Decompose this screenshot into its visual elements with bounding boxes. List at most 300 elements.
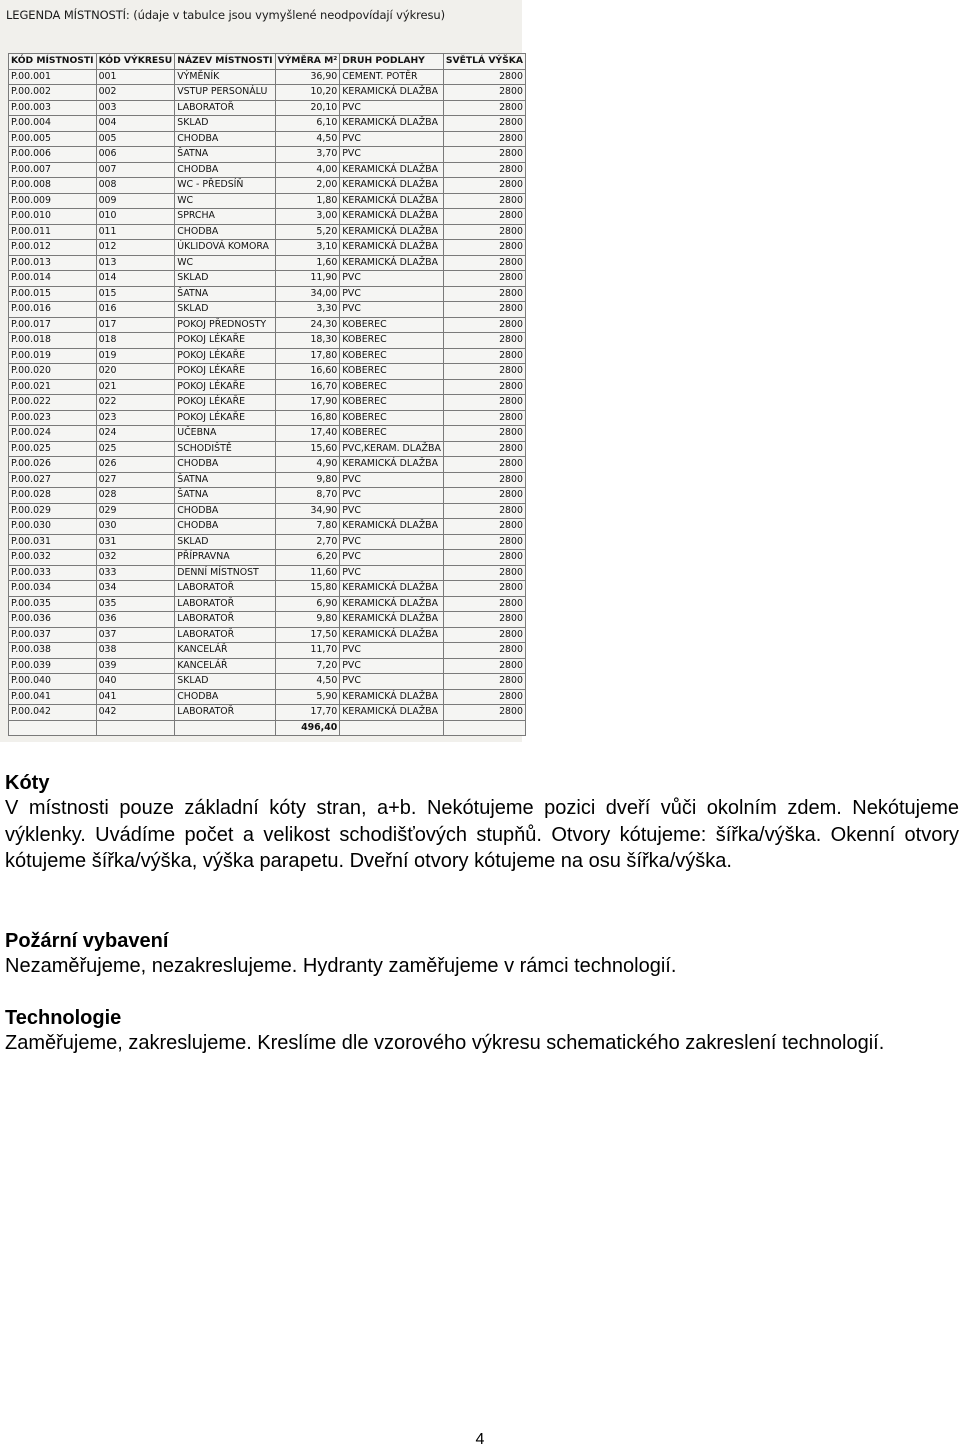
room-code-cell: P.00.025 bbox=[9, 441, 97, 457]
room-code-cell: P.00.003 bbox=[9, 100, 97, 116]
drawing-code-cell: 026 bbox=[96, 457, 175, 473]
room-name-cell: POKOJ LÉKAŘE bbox=[175, 410, 275, 426]
room-code-cell: P.00.009 bbox=[9, 193, 97, 209]
height-cell: 2800 bbox=[443, 240, 525, 256]
floor-type-cell: KERAMICKÁ DLAŽBA bbox=[340, 116, 444, 132]
area-cell: 17,90 bbox=[275, 395, 340, 411]
area-cell: 9,80 bbox=[275, 472, 340, 488]
room-code-cell: P.00.024 bbox=[9, 426, 97, 442]
height-cell: 2800 bbox=[443, 147, 525, 163]
drawing-code-cell: 035 bbox=[96, 596, 175, 612]
height-cell: 2800 bbox=[443, 612, 525, 628]
floor-type-cell: KERAMICKÁ DLAŽBA bbox=[340, 178, 444, 194]
room-code-cell: P.00.040 bbox=[9, 674, 97, 690]
area-cell: 3,10 bbox=[275, 240, 340, 256]
floor-type-cell: KOBEREC bbox=[340, 395, 444, 411]
area-cell: 5,90 bbox=[275, 689, 340, 705]
drawing-code-cell: 038 bbox=[96, 643, 175, 659]
height-cell: 2800 bbox=[443, 100, 525, 116]
header-clear-height: SVĚTLÁ VÝŠKA bbox=[443, 54, 525, 70]
room-code-cell: P.00.008 bbox=[9, 178, 97, 194]
table-row bbox=[9, 240, 526, 256]
drawing-code-cell: 013 bbox=[96, 255, 175, 271]
room-code-cell: P.00.028 bbox=[9, 488, 97, 504]
room-code-cell: P.00.020 bbox=[9, 364, 97, 380]
room-legend-table bbox=[8, 53, 526, 736]
floor-type-cell: PVC bbox=[340, 302, 444, 318]
room-name-cell: SKLAD bbox=[175, 302, 275, 318]
area-cell: 17,70 bbox=[275, 705, 340, 721]
room-code-cell: P.00.022 bbox=[9, 395, 97, 411]
section-text: V místnosti pouze základní kóty stran, a+b. Nekótujeme pozici dveří vůči okolním zdem. Nekótujeme výklenky. Uvádíme počet a velikost schodišťových stupňů. Otvory kótujeme: šířka/výška. Okenní otvory kótujeme šířka/výška, výška parapetu. Dveřní otvory kótujeme na osu šířka/výška. bbox=[5, 797, 959, 872]
height-cell: 2800 bbox=[443, 193, 525, 209]
floor-type-cell: PVC bbox=[340, 147, 444, 163]
floor-type-cell: PVC bbox=[340, 550, 444, 566]
table-row bbox=[9, 612, 526, 628]
room-code-cell: P.00.027 bbox=[9, 472, 97, 488]
drawing-code-cell: 001 bbox=[96, 69, 175, 85]
room-name-cell: CHODBA bbox=[175, 131, 275, 147]
area-cell: 17,40 bbox=[275, 426, 340, 442]
table-total-row bbox=[9, 720, 526, 736]
height-cell: 2800 bbox=[443, 705, 525, 721]
drawing-code-cell: 008 bbox=[96, 178, 175, 194]
room-name-cell: VÝMĚNÍK bbox=[175, 69, 275, 85]
room-code-cell: P.00.005 bbox=[9, 131, 97, 147]
area-cell: 3,00 bbox=[275, 209, 340, 225]
room-code-cell: P.00.017 bbox=[9, 317, 97, 333]
header-room-code: KÓD MÍSTNOSTI bbox=[9, 54, 97, 70]
height-cell: 2800 bbox=[443, 565, 525, 581]
table-row bbox=[9, 162, 526, 178]
area-cell: 36,90 bbox=[275, 69, 340, 85]
room-code-cell: P.00.014 bbox=[9, 271, 97, 287]
table-row bbox=[9, 503, 526, 519]
floor-type-cell: PVC bbox=[340, 131, 444, 147]
room-name-cell: SPRCHA bbox=[175, 209, 275, 225]
room-code-cell: P.00.033 bbox=[9, 565, 97, 581]
room-name-cell: LABORATOŘ bbox=[175, 627, 275, 643]
room-code-cell: P.00.036 bbox=[9, 612, 97, 628]
height-cell: 2800 bbox=[443, 317, 525, 333]
room-code-cell: P.00.038 bbox=[9, 643, 97, 659]
table-row bbox=[9, 627, 526, 643]
table-row bbox=[9, 410, 526, 426]
drawing-code-cell: 040 bbox=[96, 674, 175, 690]
legend-title: LEGENDA MÍSTNOSTÍ: (údaje v tabulce jsou vymyšlené neodpovídají výkresu) bbox=[6, 8, 445, 22]
section-technology bbox=[5, 1006, 959, 1057]
room-name-cell: LABORATOŘ bbox=[175, 581, 275, 597]
room-code-cell: P.00.031 bbox=[9, 534, 97, 550]
table-row bbox=[9, 209, 526, 225]
drawing-code-cell: 016 bbox=[96, 302, 175, 318]
room-code-cell: P.00.023 bbox=[9, 410, 97, 426]
area-cell: 5,20 bbox=[275, 224, 340, 240]
area-cell: 6,20 bbox=[275, 550, 340, 566]
height-cell: 2800 bbox=[443, 178, 525, 194]
room-legend-scan bbox=[0, 0, 522, 742]
drawing-code-cell: 023 bbox=[96, 410, 175, 426]
room-name-cell: POKOJ LÉKAŘE bbox=[175, 333, 275, 349]
room-code-cell: P.00.037 bbox=[9, 627, 97, 643]
room-code-cell: P.00.011 bbox=[9, 224, 97, 240]
room-code-cell: P.00.018 bbox=[9, 333, 97, 349]
room-code-cell: P.00.032 bbox=[9, 550, 97, 566]
table-row bbox=[9, 581, 526, 597]
height-cell: 2800 bbox=[443, 69, 525, 85]
area-cell: 18,30 bbox=[275, 333, 340, 349]
height-cell: 2800 bbox=[443, 519, 525, 535]
drawing-code-cell: 011 bbox=[96, 224, 175, 240]
section-fire-equipment bbox=[5, 929, 959, 980]
height-cell: 2800 bbox=[443, 426, 525, 442]
section-heading: Technologie bbox=[5, 1007, 122, 1029]
area-cell: 7,20 bbox=[275, 658, 340, 674]
area-cell: 16,60 bbox=[275, 364, 340, 380]
table-row bbox=[9, 519, 526, 535]
area-cell: 11,60 bbox=[275, 565, 340, 581]
room-name-cell: ŠATNA bbox=[175, 286, 275, 302]
room-code-cell: P.00.035 bbox=[9, 596, 97, 612]
area-cell: 17,80 bbox=[275, 348, 340, 364]
room-name-cell: WC bbox=[175, 255, 275, 271]
area-cell: 17,50 bbox=[275, 627, 340, 643]
table-body bbox=[9, 69, 526, 736]
table-row bbox=[9, 596, 526, 612]
table-row bbox=[9, 348, 526, 364]
room-name-cell: CHODBA bbox=[175, 689, 275, 705]
room-name-cell: ŠATNA bbox=[175, 147, 275, 163]
table-row bbox=[9, 364, 526, 380]
table-row bbox=[9, 674, 526, 690]
room-code-cell: P.00.041 bbox=[9, 689, 97, 705]
section-text: Zaměřujeme, zakreslujeme. Kreslíme dle vzorového výkresu schematického zakreslení technologií. bbox=[5, 1032, 885, 1054]
drawing-code-cell: 042 bbox=[96, 705, 175, 721]
room-code-cell: P.00.007 bbox=[9, 162, 97, 178]
room-name-cell: CHODBA bbox=[175, 224, 275, 240]
room-name-cell: LABORATOŘ bbox=[175, 705, 275, 721]
area-cell: 4,50 bbox=[275, 131, 340, 147]
drawing-code-cell: 010 bbox=[96, 209, 175, 225]
room-name-cell: KANCELÁŘ bbox=[175, 643, 275, 659]
table-row bbox=[9, 379, 526, 395]
height-cell: 2800 bbox=[443, 116, 525, 132]
drawing-code-cell: 025 bbox=[96, 441, 175, 457]
drawing-code-cell: 037 bbox=[96, 627, 175, 643]
area-cell: 16,80 bbox=[275, 410, 340, 426]
drawing-code-cell: 007 bbox=[96, 162, 175, 178]
table-row bbox=[9, 100, 526, 116]
floor-type-cell: KOBEREC bbox=[340, 379, 444, 395]
room-name-cell: KANCELÁŘ bbox=[175, 658, 275, 674]
height-cell: 2800 bbox=[443, 658, 525, 674]
table-row bbox=[9, 255, 526, 271]
height-cell: 2800 bbox=[443, 550, 525, 566]
room-name-cell: CHODBA bbox=[175, 503, 275, 519]
height-cell: 2800 bbox=[443, 674, 525, 690]
area-cell: 24,30 bbox=[275, 317, 340, 333]
room-code-cell: P.00.004 bbox=[9, 116, 97, 132]
table-row bbox=[9, 472, 526, 488]
height-cell: 2800 bbox=[443, 224, 525, 240]
room-code-cell: P.00.026 bbox=[9, 457, 97, 473]
area-cell: 1,60 bbox=[275, 255, 340, 271]
height-cell: 2800 bbox=[443, 643, 525, 659]
drawing-code-cell: 004 bbox=[96, 116, 175, 132]
drawing-code-cell: 020 bbox=[96, 364, 175, 380]
table-row bbox=[9, 488, 526, 504]
table-row bbox=[9, 85, 526, 101]
drawing-code-cell: 012 bbox=[96, 240, 175, 256]
header-room-name: NÁZEV MÍSTNOSTI bbox=[175, 54, 275, 70]
floor-type-cell: PVC bbox=[340, 534, 444, 550]
floor-type-cell: KOBEREC bbox=[340, 317, 444, 333]
floor-type-cell: KERAMICKÁ DLAŽBA bbox=[340, 209, 444, 225]
height-cell: 2800 bbox=[443, 395, 525, 411]
table-row bbox=[9, 658, 526, 674]
room-code-cell: P.00.034 bbox=[9, 581, 97, 597]
room-name-cell: POKOJ LÉKAŘE bbox=[175, 395, 275, 411]
area-cell: 8,70 bbox=[275, 488, 340, 504]
area-cell: 9,80 bbox=[275, 612, 340, 628]
floor-type-cell: PVC bbox=[340, 658, 444, 674]
empty-cell bbox=[96, 720, 175, 736]
floor-type-cell: PVC bbox=[340, 472, 444, 488]
table-row bbox=[9, 643, 526, 659]
floor-type-cell: KERAMICKÁ DLAŽBA bbox=[340, 581, 444, 597]
drawing-code-cell: 014 bbox=[96, 271, 175, 287]
floor-type-cell: KERAMICKÁ DLAŽBA bbox=[340, 240, 444, 256]
room-code-cell: P.00.030 bbox=[9, 519, 97, 535]
height-cell: 2800 bbox=[443, 364, 525, 380]
floor-type-cell: PVC bbox=[340, 643, 444, 659]
table-row bbox=[9, 333, 526, 349]
drawing-code-cell: 015 bbox=[96, 286, 175, 302]
floor-type-cell: KERAMICKÁ DLAŽBA bbox=[340, 705, 444, 721]
room-code-cell: P.00.002 bbox=[9, 85, 97, 101]
header-floor-type: DRUH PODLAHY bbox=[340, 54, 444, 70]
table-row bbox=[9, 457, 526, 473]
floor-type-cell: KOBEREC bbox=[340, 426, 444, 442]
room-code-cell: P.00.001 bbox=[9, 69, 97, 85]
section-text: Nezaměřujeme, nezakreslujeme. Hydranty zaměřujeme v rámci technologií. bbox=[5, 955, 677, 977]
floor-type-cell: KERAMICKÁ DLAŽBA bbox=[340, 85, 444, 101]
empty-cell bbox=[340, 720, 444, 736]
height-cell: 2800 bbox=[443, 534, 525, 550]
floor-type-cell: PVC bbox=[340, 271, 444, 287]
drawing-code-cell: 030 bbox=[96, 519, 175, 535]
drawing-code-cell: 039 bbox=[96, 658, 175, 674]
room-name-cell: CHODBA bbox=[175, 519, 275, 535]
drawing-code-cell: 034 bbox=[96, 581, 175, 597]
floor-type-cell: KERAMICKÁ DLAŽBA bbox=[340, 457, 444, 473]
drawing-code-cell: 003 bbox=[96, 100, 175, 116]
drawing-code-cell: 018 bbox=[96, 333, 175, 349]
room-code-cell: P.00.019 bbox=[9, 348, 97, 364]
height-cell: 2800 bbox=[443, 472, 525, 488]
table-row bbox=[9, 116, 526, 132]
room-name-cell: DENNÍ MÍSTNOST bbox=[175, 565, 275, 581]
height-cell: 2800 bbox=[443, 85, 525, 101]
height-cell: 2800 bbox=[443, 162, 525, 178]
room-name-cell: ŠATNA bbox=[175, 472, 275, 488]
floor-type-cell: KOBEREC bbox=[340, 410, 444, 426]
area-cell: 34,00 bbox=[275, 286, 340, 302]
area-cell: 4,50 bbox=[275, 674, 340, 690]
floor-type-cell: PVC bbox=[340, 565, 444, 581]
area-cell: 6,10 bbox=[275, 116, 340, 132]
room-name-cell: POKOJ PŘEDNOSTY bbox=[175, 317, 275, 333]
drawing-code-cell: 031 bbox=[96, 534, 175, 550]
floor-type-cell: KOBEREC bbox=[340, 364, 444, 380]
room-name-cell: SKLAD bbox=[175, 271, 275, 287]
table-row bbox=[9, 441, 526, 457]
drawing-code-cell: 024 bbox=[96, 426, 175, 442]
table-row bbox=[9, 426, 526, 442]
room-name-cell: POKOJ LÉKAŘE bbox=[175, 364, 275, 380]
area-cell: 4,00 bbox=[275, 162, 340, 178]
floor-type-cell: KERAMICKÁ DLAŽBA bbox=[340, 689, 444, 705]
floor-type-cell: KERAMICKÁ DLAŽBA bbox=[340, 255, 444, 271]
room-name-cell: SKLAD bbox=[175, 674, 275, 690]
floor-type-cell: KERAMICKÁ DLAŽBA bbox=[340, 612, 444, 628]
area-cell: 20,10 bbox=[275, 100, 340, 116]
table-row bbox=[9, 286, 526, 302]
table-row bbox=[9, 689, 526, 705]
room-code-cell: P.00.039 bbox=[9, 658, 97, 674]
height-cell: 2800 bbox=[443, 581, 525, 597]
table-row bbox=[9, 147, 526, 163]
drawing-code-cell: 036 bbox=[96, 612, 175, 628]
room-name-cell: SKLAD bbox=[175, 534, 275, 550]
height-cell: 2800 bbox=[443, 488, 525, 504]
drawing-code-cell: 002 bbox=[96, 85, 175, 101]
floor-type-cell: PVC,KERAM. DLAŽBA bbox=[340, 441, 444, 457]
room-code-cell: P.00.016 bbox=[9, 302, 97, 318]
height-cell: 2800 bbox=[443, 209, 525, 225]
floor-type-cell: PVC bbox=[340, 674, 444, 690]
height-cell: 2800 bbox=[443, 410, 525, 426]
area-cell: 16,70 bbox=[275, 379, 340, 395]
height-cell: 2800 bbox=[443, 627, 525, 643]
floor-type-cell: KERAMICKÁ DLAŽBA bbox=[340, 519, 444, 535]
height-cell: 2800 bbox=[443, 131, 525, 147]
floor-type-cell: PVC bbox=[340, 286, 444, 302]
table-row bbox=[9, 302, 526, 318]
table-row bbox=[9, 550, 526, 566]
table-header-row bbox=[9, 54, 526, 70]
room-code-cell: P.00.029 bbox=[9, 503, 97, 519]
height-cell: 2800 bbox=[443, 286, 525, 302]
table-row bbox=[9, 395, 526, 411]
room-code-cell: P.00.010 bbox=[9, 209, 97, 225]
area-cell: 11,70 bbox=[275, 643, 340, 659]
empty-cell bbox=[175, 720, 275, 736]
drawing-code-cell: 021 bbox=[96, 379, 175, 395]
floor-type-cell: KERAMICKÁ DLAŽBA bbox=[340, 596, 444, 612]
table-row bbox=[9, 178, 526, 194]
section-dimensions bbox=[5, 771, 959, 875]
floor-type-cell: KERAMICKÁ DLAŽBA bbox=[340, 224, 444, 240]
floor-type-cell: PVC bbox=[340, 100, 444, 116]
table-row bbox=[9, 705, 526, 721]
floor-type-cell: CEMENT. POTĚR bbox=[340, 69, 444, 85]
height-cell: 2800 bbox=[443, 348, 525, 364]
table-row bbox=[9, 224, 526, 240]
area-cell: 6,90 bbox=[275, 596, 340, 612]
drawing-code-cell: 009 bbox=[96, 193, 175, 209]
floor-type-cell: PVC bbox=[340, 503, 444, 519]
floor-type-cell: KERAMICKÁ DLAŽBA bbox=[340, 162, 444, 178]
area-cell: 11,90 bbox=[275, 271, 340, 287]
room-name-cell: CHODBA bbox=[175, 162, 275, 178]
section-heading: Kóty bbox=[5, 772, 50, 794]
drawing-code-cell: 019 bbox=[96, 348, 175, 364]
section-heading: Požární vybavení bbox=[5, 930, 169, 952]
room-name-cell: SCHODIŠTĚ bbox=[175, 441, 275, 457]
height-cell: 2800 bbox=[443, 255, 525, 271]
area-cell: 15,80 bbox=[275, 581, 340, 597]
drawing-code-cell: 033 bbox=[96, 565, 175, 581]
total-area-cell: 496,40 bbox=[275, 720, 340, 736]
table-row bbox=[9, 565, 526, 581]
area-cell: 7,80 bbox=[275, 519, 340, 535]
height-cell: 2800 bbox=[443, 379, 525, 395]
drawing-code-cell: 017 bbox=[96, 317, 175, 333]
table-row bbox=[9, 534, 526, 550]
height-cell: 2800 bbox=[443, 689, 525, 705]
room-name-cell: PŘÍPRAVNA bbox=[175, 550, 275, 566]
room-code-cell: P.00.021 bbox=[9, 379, 97, 395]
area-cell: 4,90 bbox=[275, 457, 340, 473]
room-code-cell: P.00.015 bbox=[9, 286, 97, 302]
room-code-cell: P.00.012 bbox=[9, 240, 97, 256]
header-drawing-code: KÓD VÝKRESU bbox=[96, 54, 175, 70]
room-code-cell: P.00.013 bbox=[9, 255, 97, 271]
height-cell: 2800 bbox=[443, 333, 525, 349]
table-row bbox=[9, 271, 526, 287]
area-cell: 34,90 bbox=[275, 503, 340, 519]
drawing-code-cell: 029 bbox=[96, 503, 175, 519]
drawing-code-cell: 027 bbox=[96, 472, 175, 488]
floor-type-cell: KERAMICKÁ DLAŽBA bbox=[340, 627, 444, 643]
room-code-cell: P.00.042 bbox=[9, 705, 97, 721]
area-cell: 10,20 bbox=[275, 85, 340, 101]
page-number: 4 bbox=[475, 1431, 485, 1448]
room-name-cell: ŠATNA bbox=[175, 488, 275, 504]
drawing-code-cell: 041 bbox=[96, 689, 175, 705]
room-name-cell: POKOJ LÉKAŘE bbox=[175, 379, 275, 395]
floor-type-cell: KERAMICKÁ DLAŽBA bbox=[340, 193, 444, 209]
drawing-code-cell: 005 bbox=[96, 131, 175, 147]
height-cell: 2800 bbox=[443, 503, 525, 519]
drawing-code-cell: 032 bbox=[96, 550, 175, 566]
height-cell: 2800 bbox=[443, 441, 525, 457]
header-area: VÝMĚRA M² bbox=[275, 54, 340, 70]
area-cell: 2,00 bbox=[275, 178, 340, 194]
room-name-cell: ÚKLIDOVÁ KOMORA bbox=[175, 240, 275, 256]
area-cell: 2,70 bbox=[275, 534, 340, 550]
room-name-cell: POKOJ LÉKAŘE bbox=[175, 348, 275, 364]
drawing-code-cell: 006 bbox=[96, 147, 175, 163]
room-name-cell: WC - PŘEDSÍŇ bbox=[175, 178, 275, 194]
area-cell: 15,60 bbox=[275, 441, 340, 457]
drawing-code-cell: 028 bbox=[96, 488, 175, 504]
empty-cell bbox=[443, 720, 525, 736]
height-cell: 2800 bbox=[443, 457, 525, 473]
table-row bbox=[9, 317, 526, 333]
room-code-cell: P.00.006 bbox=[9, 147, 97, 163]
